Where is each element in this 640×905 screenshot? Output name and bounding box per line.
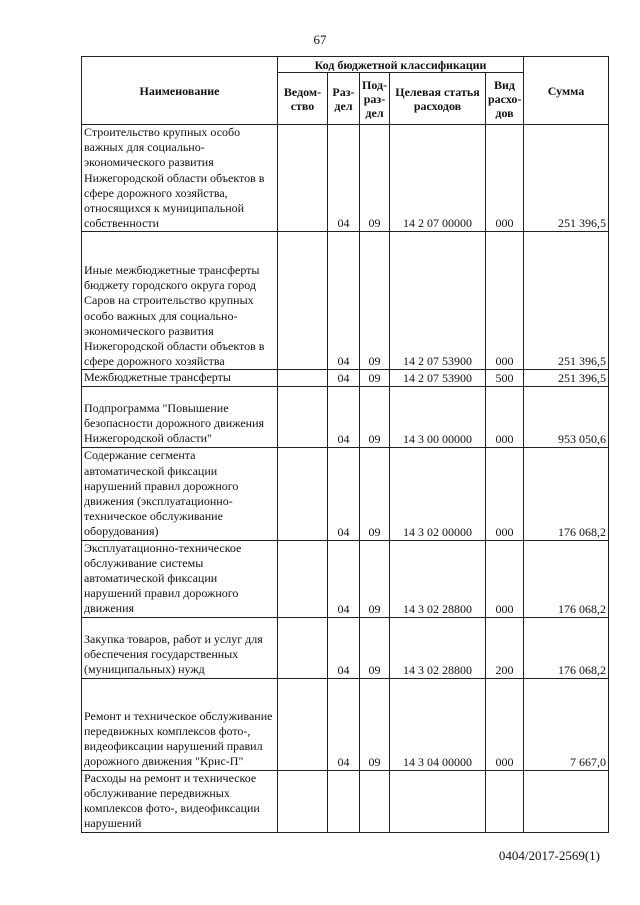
- document-code: 0404/2017-2569(1): [498, 848, 600, 863]
- row-vid: [486, 770, 524, 832]
- row-name: Эксплуатационно-техническое обслуживание системы автоматической фиксации нарушений правил дорожного движения: [82, 540, 278, 617]
- row-celevaya: 14 2 07 00000: [390, 125, 486, 232]
- table-row: [82, 678, 609, 770]
- row-name: Строительство крупных особо важных для социально-экономического развития Нижегородской области объектов в сфере дорожного хозяйства, относящихся к муниципальной собственности: [82, 125, 278, 232]
- header-code-group: Код бюджетной классификации: [278, 57, 524, 73]
- row-celevaya: 14 3 00 00000: [390, 386, 486, 447]
- row-celevaya: 14 3 02 28800: [390, 617, 486, 678]
- row-podrazdel: 09: [360, 232, 390, 370]
- row-celevaya: 14 2 07 53900: [390, 232, 486, 370]
- header-summa: Сумма: [524, 57, 609, 125]
- row-summa: 953 050,6: [524, 386, 609, 447]
- row-ved: [278, 125, 328, 232]
- row-name: Подпрограмма "Повышение безопасности дорожного движения Нижегородской области": [82, 386, 278, 447]
- table-row: [82, 370, 609, 386]
- header-razdel: Раз-дел: [328, 73, 360, 125]
- row-summa: 176 068,2: [524, 447, 609, 540]
- row-ved: [278, 370, 328, 386]
- row-vid: 000: [486, 447, 524, 540]
- row-vid: 000: [486, 232, 524, 370]
- row-celevaya: 14 3 02 00000: [390, 447, 486, 540]
- row-ved: [278, 770, 328, 832]
- row-razdel: 04: [328, 447, 360, 540]
- row-razdel: [328, 770, 360, 832]
- header-ved: Ведом-ство: [278, 73, 328, 125]
- row-summa: 251 396,5: [524, 232, 609, 370]
- row-ved: [278, 540, 328, 617]
- row-podrazdel: 09: [360, 386, 390, 447]
- row-vid: 000: [486, 386, 524, 447]
- row-vid: 200: [486, 617, 524, 678]
- row-celevaya: 14 3 02 28800: [390, 540, 486, 617]
- row-summa: 251 396,5: [524, 370, 609, 386]
- table-row: [82, 540, 609, 617]
- row-podrazdel: 09: [360, 617, 390, 678]
- page-number: 67: [313, 32, 327, 47]
- row-summa: [524, 770, 609, 832]
- row-podrazdel: 09: [360, 540, 390, 617]
- table-row: [82, 447, 609, 540]
- table-row: [82, 125, 609, 232]
- header-name: Наименование: [82, 57, 278, 125]
- row-summa: 176 068,2: [524, 540, 609, 617]
- table-row: [82, 232, 609, 370]
- row-name: Расходы на ремонт и техническое обслуживание передвижных комплексов фото-, видеофиксации нарушений: [82, 770, 278, 832]
- row-vid: 000: [486, 125, 524, 232]
- row-name: Иные межбюджетные трансферты бюджету городского округа город Саров на строительство крупных особо важных для социально-экономического развития Нижегородской области объектов в сфере дорожного хозяйства: [82, 232, 278, 370]
- header-celevaya: Целевая статья расходов: [390, 73, 486, 125]
- header-vid: Вид расхо-дов: [486, 73, 524, 125]
- table-row: [82, 617, 609, 678]
- table-row: [82, 770, 609, 832]
- row-vid: 000: [486, 678, 524, 770]
- row-celevaya: 14 3 04 00000: [390, 678, 486, 770]
- row-vid: 000: [486, 540, 524, 617]
- row-name: Межбюджетные трансферты: [82, 370, 278, 386]
- row-razdel: 04: [328, 386, 360, 447]
- row-podrazdel: 09: [360, 447, 390, 540]
- row-podrazdel: 09: [360, 678, 390, 770]
- row-razdel: 04: [328, 370, 360, 386]
- row-vid: 500: [486, 370, 524, 386]
- row-razdel: 04: [328, 125, 360, 232]
- row-podrazdel: [360, 770, 390, 832]
- row-name: Ремонт и техническое обслуживание передвижных комплексов фото-, видеофиксации нарушений правил дорожного движения "Крис-П": [82, 678, 278, 770]
- row-name: Закупка товаров, работ и услуг для обеспечения государственных (муниципальных) нужд: [82, 617, 278, 678]
- row-summa: 176 068,2: [524, 617, 609, 678]
- row-ved: [278, 232, 328, 370]
- row-ved: [278, 386, 328, 447]
- row-celevaya: [390, 770, 486, 832]
- table-row: [82, 386, 609, 447]
- row-razdel: 04: [328, 540, 360, 617]
- row-ved: [278, 617, 328, 678]
- row-summa: 251 396,5: [524, 125, 609, 232]
- row-summa: 7 667,0: [524, 678, 609, 770]
- row-celevaya: 14 2 07 53900: [390, 370, 486, 386]
- row-name: Содержание сегмента автоматической фиксации нарушений правил дорожного движения (эксплуатационно-техническое обслуживание оборудования): [82, 447, 278, 540]
- budget-table: [81, 56, 609, 833]
- row-ved: [278, 678, 328, 770]
- row-podrazdel: 09: [360, 370, 390, 386]
- row-razdel: 04: [328, 617, 360, 678]
- row-ved: [278, 447, 328, 540]
- header-podrazdel: Под-раз-дел: [360, 73, 390, 125]
- row-podrazdel: 09: [360, 125, 390, 232]
- row-razdel: 04: [328, 678, 360, 770]
- row-razdel: 04: [328, 232, 360, 370]
